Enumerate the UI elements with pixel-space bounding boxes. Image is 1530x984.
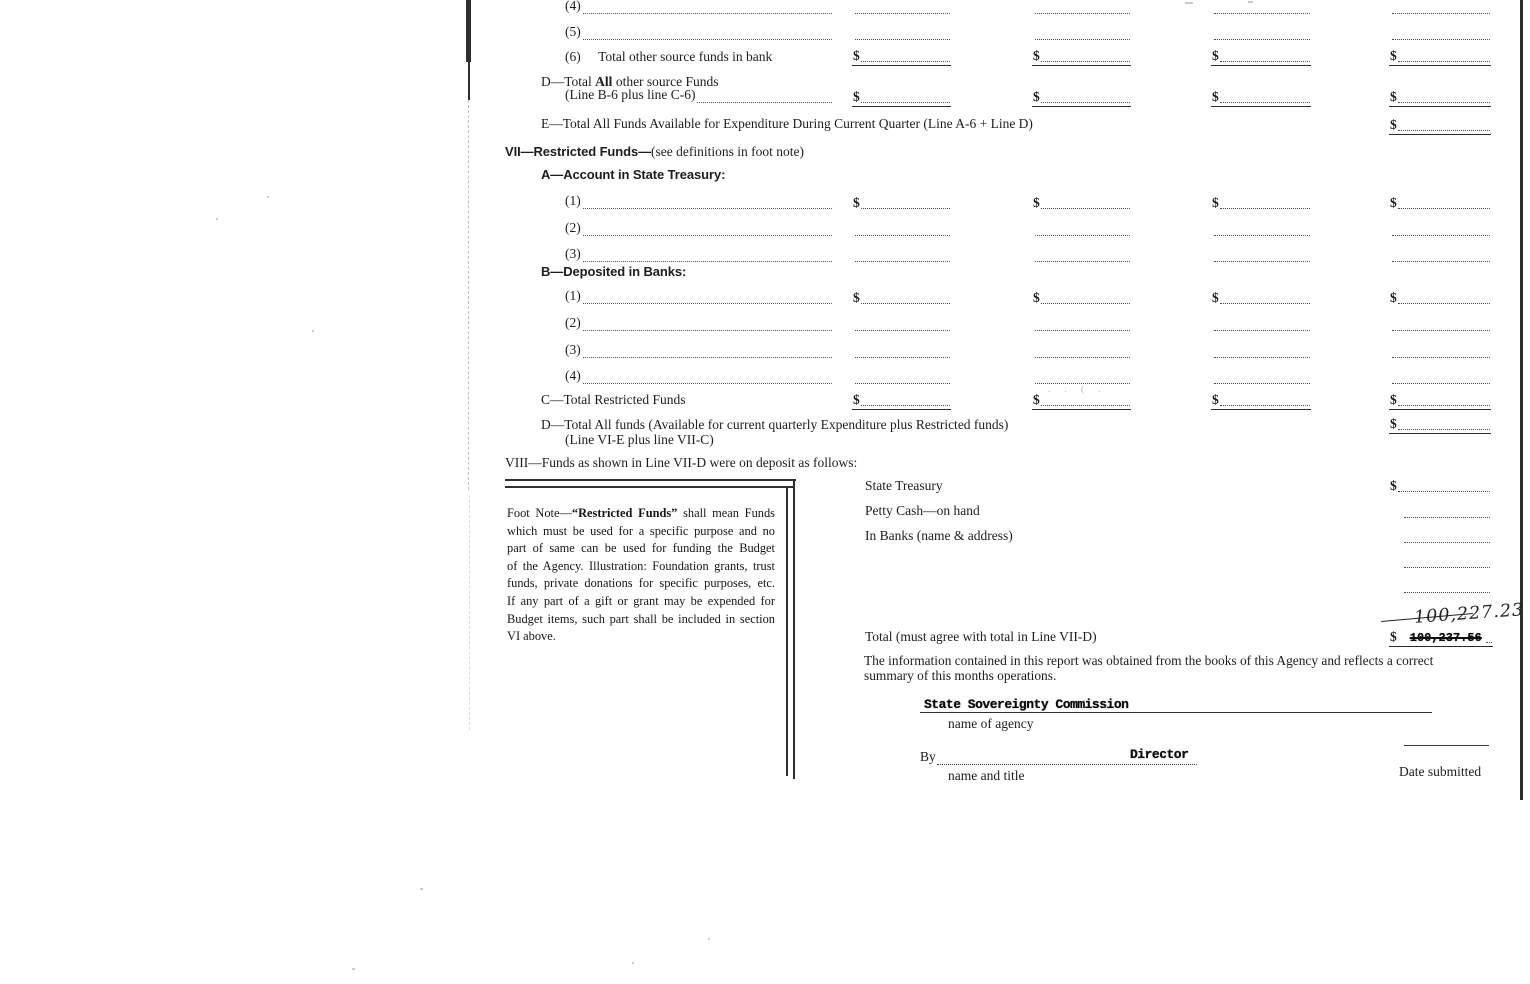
dollar-sign: $ [853,290,860,305]
dollar-sign: $ [1212,290,1219,305]
date-submitted-caption: Date submitted [1399,764,1482,779]
footnote-line: funds, private donations for specific purposes, etc. [507,576,775,591]
vii-a-row1 [565,193,832,209]
amount-line [1035,0,1130,14]
title-typed: Director [1130,747,1189,762]
dollar-sign: $ [1212,392,1219,407]
amount-line-total [1212,87,1310,103]
amount-line [1035,220,1130,236]
dollar-sign: $ [1212,89,1219,104]
leader-line [583,261,832,262]
amount-line [1390,193,1490,209]
typed-total-struck: 100,237.56 [1409,631,1482,645]
vii-heading [505,143,804,161]
leader-line [583,13,832,14]
vi-row6-label [565,49,772,64]
vi-d-line2 [565,87,832,103]
amount-line-total [853,46,950,62]
footnote-line: of the Agency. Illustration: Foundation grants, trust [507,558,775,573]
label-text: (Line B-6 plus line C-6) [565,87,696,102]
footnote-line: Budget items, such part shall be included in section [507,611,775,626]
footnote-text [507,505,775,646]
dollar-sign: $ [1390,89,1397,104]
dollar-sign: $ [1033,392,1040,407]
amount-line [1392,220,1490,236]
agency-name-caption: name of agency [948,716,1034,731]
dollar-sign: $ [1390,416,1397,431]
leader-line [583,39,832,40]
amount-line [855,220,950,236]
amount-line [1035,342,1130,358]
agency-name-line [920,712,1432,713]
amount-line [1035,368,1130,384]
leader-line [697,102,832,103]
amount-line [1392,342,1490,358]
dollar-sign: $ [1212,195,1219,210]
dollar-sign: $ [1390,290,1397,305]
row-label: Total other source funds in bank [598,49,773,64]
dollar-sign: $ [1033,195,1040,210]
amount-line-total [1390,414,1490,430]
vi-e-label [541,116,1033,131]
vii-a-row2 [565,220,832,236]
footnote-line: VI above. [507,629,556,644]
footnote-box-right-inner [786,486,788,776]
scan-noise-pencil-marks: . . ( . [1048,384,1107,394]
amount-line [1035,246,1130,262]
amount-line [1214,220,1310,236]
amount-line [1404,527,1490,543]
leader-line [583,383,832,384]
leader-line [583,330,832,331]
amount-line [1214,0,1310,14]
row-number: (3) [565,246,581,261]
dollar-sign: $ [853,89,860,104]
label-text-bold: All [595,74,613,89]
amount-line [1392,368,1490,384]
leader-line [583,303,832,304]
left-page-border-dashed [468,100,469,490]
left-page-border-lower [468,60,470,100]
amount-line-total [1033,87,1130,103]
amount-line [1404,552,1490,568]
dollar-sign: $ [1390,195,1397,210]
viii-state-treasury-label: State Treasury [865,478,943,493]
amount-line-total [853,390,950,406]
row-number: (3) [565,342,581,357]
label-text: other source Funds [615,74,719,89]
dollar-sign: $ [1390,478,1397,493]
date-submitted-line [1404,745,1489,746]
footnote-box-right-outer [793,479,795,779]
amount-line-total [1212,46,1310,62]
amount-line [1035,315,1130,331]
label-text: D—Total [541,74,592,89]
footnote-line: If any part of a gift or grant may be expended for [507,593,775,608]
row-number: (2) [565,220,581,235]
row-number: (5) [565,24,581,39]
footnote-box-top-inner [505,486,793,488]
amount-line [1214,368,1310,384]
amount-line [1212,193,1310,209]
amount-line [855,342,950,358]
amount-line [1214,315,1310,331]
dollar-sign: $ [853,48,860,63]
amount-line [1392,315,1490,331]
vii-a-heading: A—Account in State Treasury: [541,167,726,182]
vii-b-heading: B—Deposited in Banks: [541,264,687,279]
handwritten-total: 100,227.23 [1413,600,1525,628]
amount-line [1033,288,1130,304]
vii-d-label-line1: D—Total All funds (Available for current quarterly Expenditure plus Restricted funds) [541,417,1009,432]
amount-line [1035,24,1130,40]
row-number: (1) [565,288,581,303]
amount-line-total [1390,390,1490,406]
heading-rest: (see definitions in foot note) [650,144,804,159]
amount-line [1212,288,1310,304]
amount-line-total [1033,46,1130,62]
row-number: (6) [565,49,581,64]
amount-line [1214,246,1310,262]
viii-in-banks-label: In Banks (name & address) [865,528,1013,543]
dollar-sign: $ [1033,48,1040,63]
row-number: (4) [565,0,581,13]
by-label: By [920,749,936,764]
amount-line [1390,288,1490,304]
amount-line [1404,577,1490,593]
dollar-sign: $ [853,392,860,407]
total-amount-cell [1390,627,1492,643]
left-page-border-faint [469,495,470,730]
heading-bold: VII—Restricted Funds— [505,144,651,159]
dollar-sign: $ [1033,89,1040,104]
dollar-sign: $ [1212,48,1219,63]
certification-text-line1: The information contained in this report was obtained from the books of this Agency and reflects a correct [864,653,1434,668]
vii-b-row4 [565,368,832,384]
amount-line [853,288,950,304]
amount-line [853,193,950,209]
footnote-line: Foot Note—“Restricted Funds” shall mean Funds [507,506,775,520]
amount-line [855,368,950,384]
dollar-sign: $ [853,195,860,210]
amount-line-total [1390,115,1490,131]
footnote-line: part of same can be used for funding the Budget [507,541,775,556]
amount-line-total [1390,46,1490,62]
viii-heading: VIII—Funds as shown in Line VII-D were on deposit as follows: [505,455,858,470]
amount-line-total [1212,390,1310,406]
amount-line-total [1390,87,1490,103]
vii-b-row1 [565,288,832,304]
right-page-border [1520,0,1523,800]
dollar-sign: $ [1390,629,1397,644]
amount-line [1392,24,1490,40]
amount-line [855,24,950,40]
amount-line-total [853,87,950,103]
amount-line [1033,193,1130,209]
dollar-sign: $ [1390,48,1397,63]
amount-line [1392,246,1490,262]
vii-b-row3 [565,342,832,358]
row-number: (4) [565,368,581,383]
vi-row5 [565,24,832,40]
viii-total-label: Total (must agree with total in Line VII-D) [865,629,1097,644]
vi-row4 [565,0,832,14]
amount-line [1392,0,1490,14]
leader-line [583,357,832,358]
viii-petty-cash-label: Petty Cash—on hand [865,503,980,518]
vii-a-row3 [565,246,832,262]
amount-line [1214,24,1310,40]
amount-line [1390,476,1490,492]
left-page-border [466,0,471,62]
leader-line [583,208,832,209]
vii-c-label: C—Total Restricted Funds [541,392,686,407]
amount-line [855,246,950,262]
row-number: (2) [565,315,581,330]
dollar-sign: $ [1033,290,1040,305]
certification-text-line2: summary of this months operations. [864,668,1057,683]
vii-d-label-line2: (Line VI-E plus line VII-C) [565,432,714,447]
agency-name-typed: State Sovereignty Commission [924,697,1129,712]
dollar-sign: $ [1390,392,1397,407]
label-text: E—Total All Funds Available for Expenditure During Current Quarter (Line A-6 + Line D) [541,116,1033,131]
footnote-box-top-outer [505,479,796,481]
amount-line [1404,502,1490,518]
row-number: (1) [565,193,581,208]
vii-b-row2 [565,315,832,331]
dollar-sign: $ [1390,117,1397,132]
leader-line [583,235,832,236]
footnote-line: which must be used for a specific purpose and no [507,523,775,538]
amount-line [855,0,950,14]
amount-line [855,315,950,331]
name-title-caption: name and title [948,768,1025,783]
amount-line-total [1033,390,1130,406]
amount-line [1214,342,1310,358]
